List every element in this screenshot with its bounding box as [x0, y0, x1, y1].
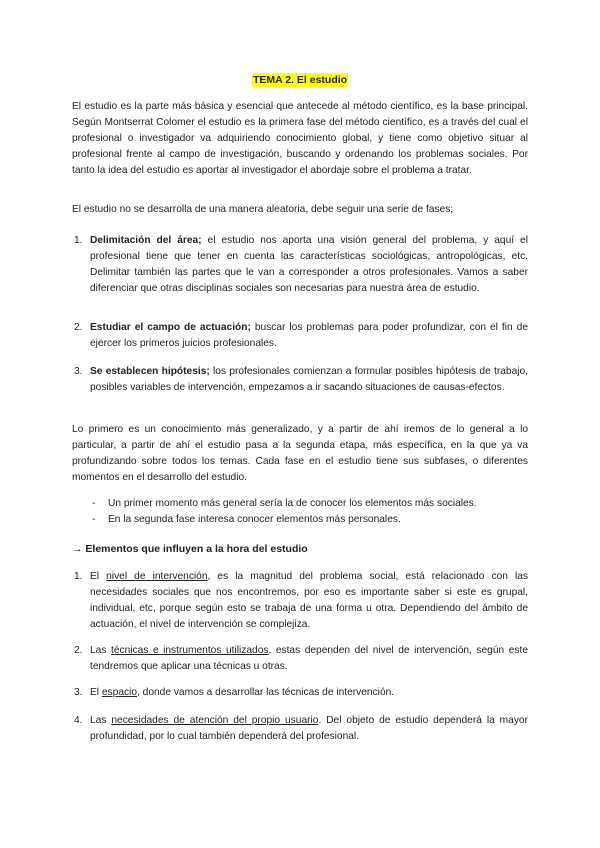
general-paragraph: Lo primero es un conocimiento más generalizado, y a partir de ahí iremos de lo general a lo particular, a partir de ahí el estudio pasa a la segunda etapa, más específica, en la que ya va profundizando sobre todos los temas. Cada fase en el estudio tiene sus subfases, o diferentes momentos en el desarrollo del estudio.: [72, 424, 528, 483]
phase-bold: Estudiar el campo de actuación;: [90, 322, 251, 333]
phase-bold: Se establecen hipótesis;: [90, 366, 210, 377]
element-text: , donde vamos a desarrollar las técnicas de intervención.: [137, 687, 395, 698]
element-item: [74, 643, 528, 675]
phase-text: los profesionales comienzan a formular posibles hipótesis de trabajo, posibles variables de intervención, empezamos a ir sacando situaciones de causas-efectos.: [90, 366, 528, 393]
element-number: 3.: [74, 687, 83, 698]
element-underline: técnicas e instrumentos utilizados: [110, 645, 269, 656]
phase-item: [74, 320, 528, 352]
section-heading: → Elementos que influyen a la hora del estudio: [72, 543, 308, 555]
bullet-text: En la segunda fase interesa conocer elementos más personales.: [108, 514, 401, 525]
element-item: [74, 569, 528, 633]
intro-paragraph: El estudio es la parte más básica y esencial que antecede al método científico, es la base principal. Según Montserrat Colomer el estudio es la primera fase del método científico, es a través del cual el profesional o investigador va adquiriendo conocimiento global, y tiene como objetivo situar al profesional frente al campo de investigación, buscando y ordenando los problemas sociales. Por tanto la idea del estudio es aportar al investigador el abordaje sobre el problema a tratar.: [72, 101, 528, 176]
phase-text: buscar los problemas para poder profundizar, con el fin de ejercer los primeros juicios profesionales.: [90, 322, 528, 349]
phase-bold: Delimitación del área;: [90, 235, 202, 246]
element-pre: El: [90, 571, 107, 582]
element-item: [74, 713, 528, 745]
bullet-dash: -: [92, 514, 96, 525]
page-title: TEMA 2. El estudio: [252, 74, 348, 86]
element-text: . Del objeto de estudio dependerá la mayor profundidad, por lo cual también dependerá del profesional.: [90, 715, 528, 742]
phases-intro: El estudio no se desarrolla de una manera aleatoria, debe seguir una serie de fases;: [72, 204, 454, 215]
element-number: 2.: [74, 645, 83, 656]
element-pre: Las: [90, 645, 111, 656]
bullet-text: Un primer momento más general sería la de conocer los elementos más sociales.: [108, 498, 477, 509]
element-underline: necesidades de atención del propio usuario: [111, 715, 319, 726]
phase-number: 1.: [74, 235, 83, 246]
bullet-dash: -: [92, 498, 96, 509]
element-underline: espacio: [101, 687, 138, 698]
element-pre: El: [90, 687, 102, 698]
element-text: , es la magnitud del problema social, está relacionado con las necesidades sociales que nos encontremos, por eso es importante saber si este es grupal, individual, etc, porque según esto se trabaja de una forma u otra. Dependiendo del ámbito de actuación, el nivel de intervención se complejiza.: [90, 571, 528, 630]
element-underline: nivel de intervención: [106, 571, 208, 582]
phase-number: 3.: [74, 366, 83, 377]
phase-text: el estudio nos aporta una visión general del problema, y aquí el profesional tiene que tener en cuenta las características sociológicas, antropológicas, etc. Delimitar también las partes que le van a corresponder a otros profesionales. Vamos a saber diferenciar que otras disciplinas sociales son necesarias para nuestra área de estudio.: [90, 235, 528, 294]
phase-number: 2.: [74, 322, 83, 333]
phase-item: [74, 364, 528, 396]
element-text: , estas dependen del nivel de intervención, según este tendremos que aplicar una técnicas u otras.: [90, 645, 528, 672]
element-number: 1.: [74, 571, 83, 582]
element-item: [74, 685, 528, 701]
phase-item: [74, 233, 528, 297]
element-number: 4.: [74, 715, 83, 726]
title-wrap: [0, 70, 600, 88]
element-pre: Las: [90, 715, 112, 726]
